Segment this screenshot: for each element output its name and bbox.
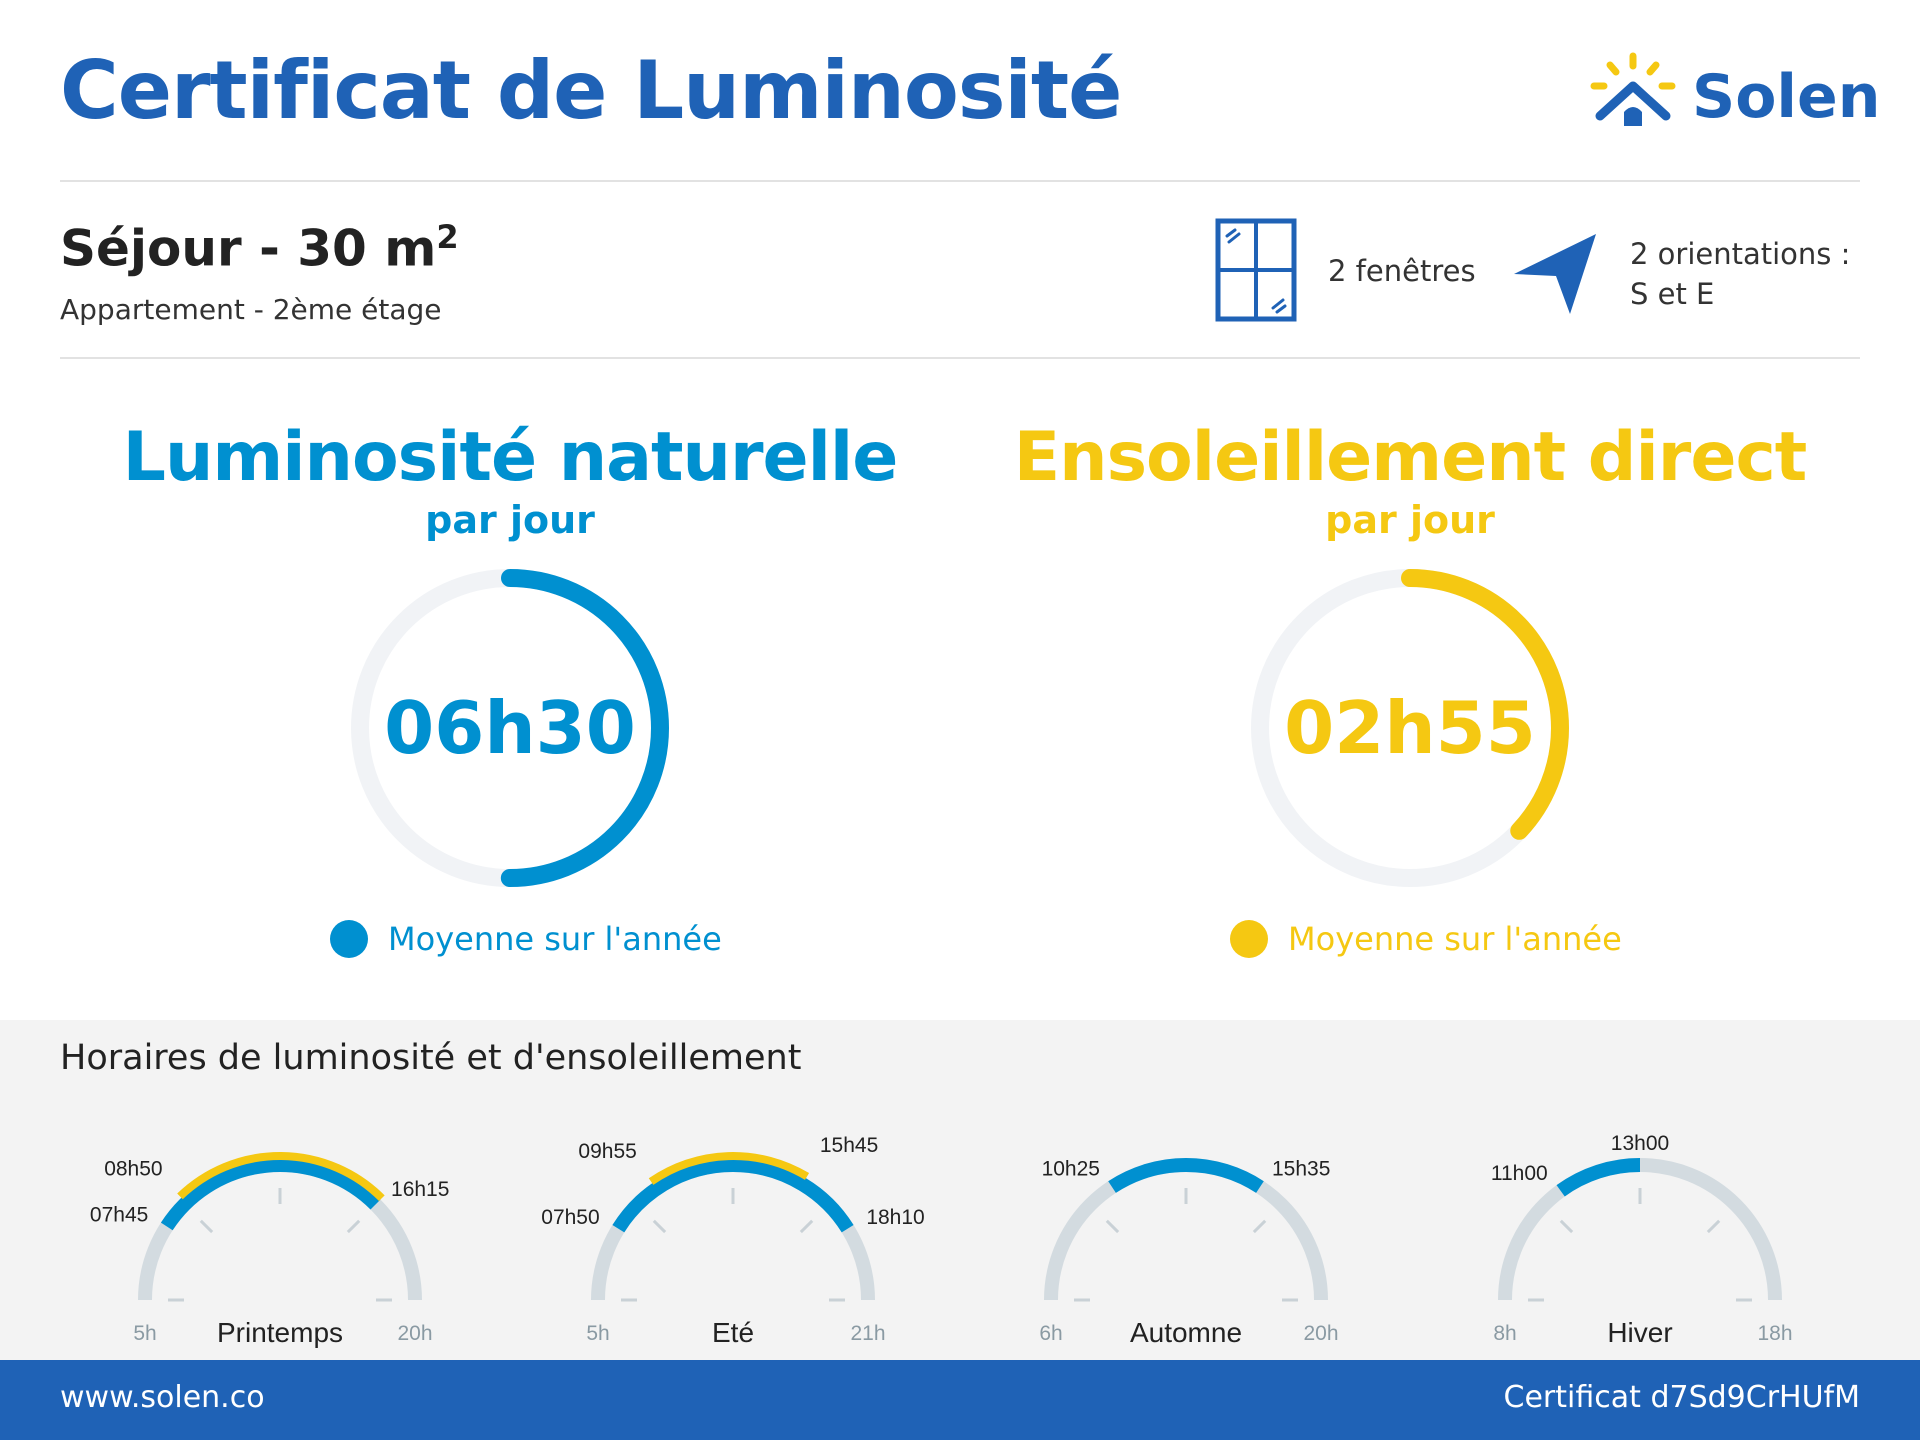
season-name: Printemps <box>216 1317 344 1348</box>
gauge-end-label: 21h <box>850 1322 886 1345</box>
page-title: Certificat de Luminosité <box>60 44 1122 137</box>
gauge-printemps <box>80 1130 480 1350</box>
gauge-start-label: 8h <box>1493 1322 1517 1345</box>
gauge-hiver <box>1440 1130 1840 1350</box>
room-subtitle: Appartement - 2ème étage <box>60 293 442 326</box>
time-label: 11h00 <box>1490 1161 1548 1185</box>
divider <box>60 357 1860 359</box>
gauge-track <box>598 1165 868 1300</box>
time-label: 10h25 <box>1041 1157 1100 1181</box>
gauge-end-label: 20h <box>1303 1322 1339 1345</box>
season-name: Automne <box>1129 1317 1243 1348</box>
gauge-tick <box>201 1221 212 1232</box>
time-label: 16h15 <box>391 1177 450 1201</box>
natural-light-value: 06h30 <box>384 686 636 770</box>
gauge-tick <box>1708 1221 1719 1232</box>
compass-arrow-icon <box>1510 228 1600 318</box>
schedule-title: Horaires de luminosité et d'ensoleillement <box>60 1038 802 1078</box>
gauge-tick <box>1561 1221 1572 1232</box>
direct-sun-title: Ensoleillement direct <box>1013 418 1807 497</box>
gauge-start-label: 6h <box>1039 1322 1063 1345</box>
logo-text: Solen <box>1692 62 1881 132</box>
room-name-text: Séjour - 30 m <box>60 219 437 278</box>
light-arc <box>1112 1165 1260 1187</box>
gauge-track <box>145 1165 415 1300</box>
natural-light-heading <box>110 418 910 542</box>
gauge-start-label: 5h <box>133 1322 157 1345</box>
legend-label: Moyenne sur l'année <box>388 920 722 958</box>
legend-label: Moyenne sur l'année <box>1288 920 1622 958</box>
footer-url[interactable]: www.solen.co <box>60 1380 265 1415</box>
gauge-tick <box>348 1221 359 1232</box>
legend-dot <box>330 920 368 958</box>
natural-light-ring <box>345 563 675 893</box>
direct-sun-legend <box>1230 920 1622 958</box>
direct-sun-value: 02h55 <box>1284 686 1536 770</box>
gauge-tick <box>1254 1221 1265 1232</box>
time-label: 09h55 <box>578 1140 637 1164</box>
gauge-tick <box>1107 1221 1118 1232</box>
orientations: 2 orientations : S et E <box>1630 237 1851 311</box>
gauge-end-label: 18h <box>1757 1322 1793 1345</box>
time-label: 08h50 <box>104 1157 163 1181</box>
season-name: Hiver <box>1607 1317 1673 1348</box>
time-label: 15h35 <box>1272 1157 1331 1181</box>
gauge-end-label: 20h <box>397 1322 433 1345</box>
solen-logo[interactable] <box>1588 52 1881 132</box>
room-area-unit-exponent: 2 <box>436 218 459 256</box>
natural-light-subtitle: par jour <box>425 498 595 542</box>
sun-house-icon <box>1588 52 1678 132</box>
time-label: 18h10 <box>866 1206 925 1230</box>
direct-sun-subtitle: par jour <box>1325 498 1495 542</box>
footer <box>0 1360 1920 1440</box>
time-label: 13h00 <box>1610 1132 1670 1155</box>
gauge-ete <box>533 1130 933 1350</box>
certificate-id: Certificat d7Sd9CrHUfM <box>1503 1380 1860 1415</box>
gauge-tick <box>801 1221 812 1232</box>
windows-count: 2 fenêtres <box>1328 254 1476 288</box>
gauge-automne <box>986 1130 1386 1350</box>
gauge-track <box>1051 1165 1321 1300</box>
gauge-start-label: 5h <box>586 1322 610 1345</box>
light-arc <box>1561 1165 1640 1191</box>
room-name <box>60 218 459 278</box>
gauge-tick <box>654 1221 665 1232</box>
natural-light-legend <box>330 920 722 958</box>
direct-sun-heading <box>1010 418 1810 542</box>
direct-sun-ring <box>1245 563 1575 893</box>
season-name: Eté <box>711 1317 755 1348</box>
natural-light-title: Luminosité naturelle <box>122 418 898 497</box>
gauge-track <box>1505 1165 1775 1300</box>
time-label: 15h45 <box>819 1134 879 1158</box>
time-label: 07h45 <box>89 1203 149 1227</box>
divider <box>60 180 1860 182</box>
time-label: 07h50 <box>541 1206 600 1230</box>
legend-dot <box>1230 920 1268 958</box>
window-icon <box>1215 218 1297 322</box>
